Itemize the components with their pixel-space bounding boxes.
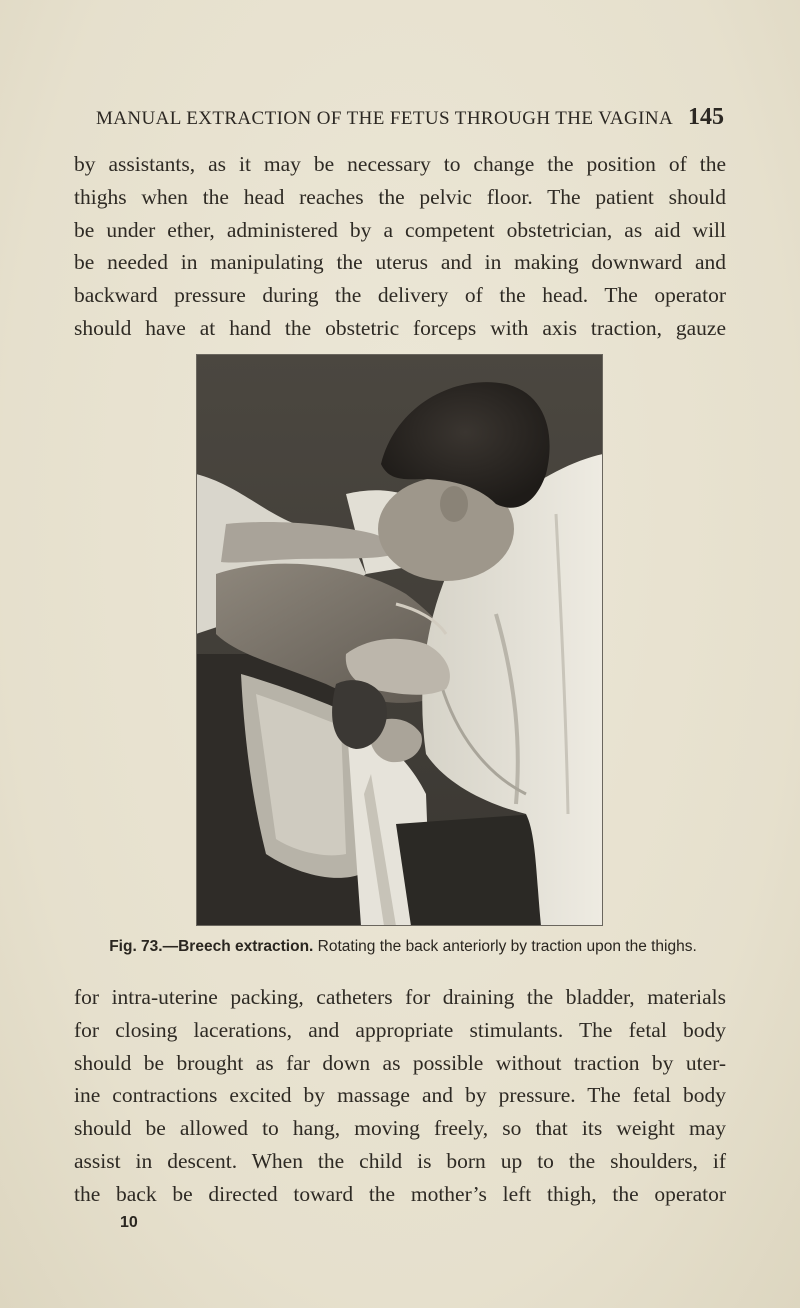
paragraph-top bbox=[74, 148, 726, 345]
text-line: for intra-uterine packing, catheters for draining the bladder, materials bbox=[74, 985, 726, 1009]
text-line: backward pressure during the delivery of the head. The operator bbox=[74, 283, 726, 308]
text-line: for closing lacerations, and appropriate stimulants. The fetal body bbox=[74, 1017, 726, 1042]
figure-caption bbox=[78, 937, 728, 957]
page-number: 145 bbox=[688, 104, 724, 130]
text-line: should be allowed to hang, moving freely, so that its weight may bbox=[74, 1116, 726, 1141]
text-line: be under ether, administered by a competent obstetrician, as aid will bbox=[74, 217, 726, 242]
text-line: should have at hand the obstetric forceps with axis traction, gauze bbox=[74, 315, 726, 340]
caption-text: Rotating the back anteriorly by traction upon the thighs. bbox=[317, 938, 697, 955]
figure-photograph bbox=[196, 354, 603, 926]
text-line: by assistants, as it may be necessary to change the position of the bbox=[74, 152, 726, 176]
text-line: assist in descent. When the child is born up to the shoulders, if bbox=[74, 1148, 726, 1173]
running-title: MANUAL EXTRACTION OF THE FETUS THROUGH THE VAGINA bbox=[96, 108, 674, 129]
text-line: ine contractions excited by massage and by pressure. The fetal body bbox=[74, 1083, 726, 1108]
caption-label: Fig. 73.—Breech extraction. bbox=[109, 938, 314, 955]
paragraph-bottom bbox=[74, 981, 726, 1211]
text-line: the back be directed toward the mother’s left thigh, the operator bbox=[74, 1181, 726, 1206]
text-line: thighs when the head reaches the pelvic floor. The patient should bbox=[74, 184, 726, 209]
text-line: should be brought as far down as possible without traction by uter- bbox=[74, 1050, 726, 1075]
signature-mark: 10 bbox=[120, 1214, 138, 1231]
text-line: be needed in manipulating the uterus and in making downward and bbox=[74, 250, 726, 275]
running-head bbox=[96, 104, 724, 134]
